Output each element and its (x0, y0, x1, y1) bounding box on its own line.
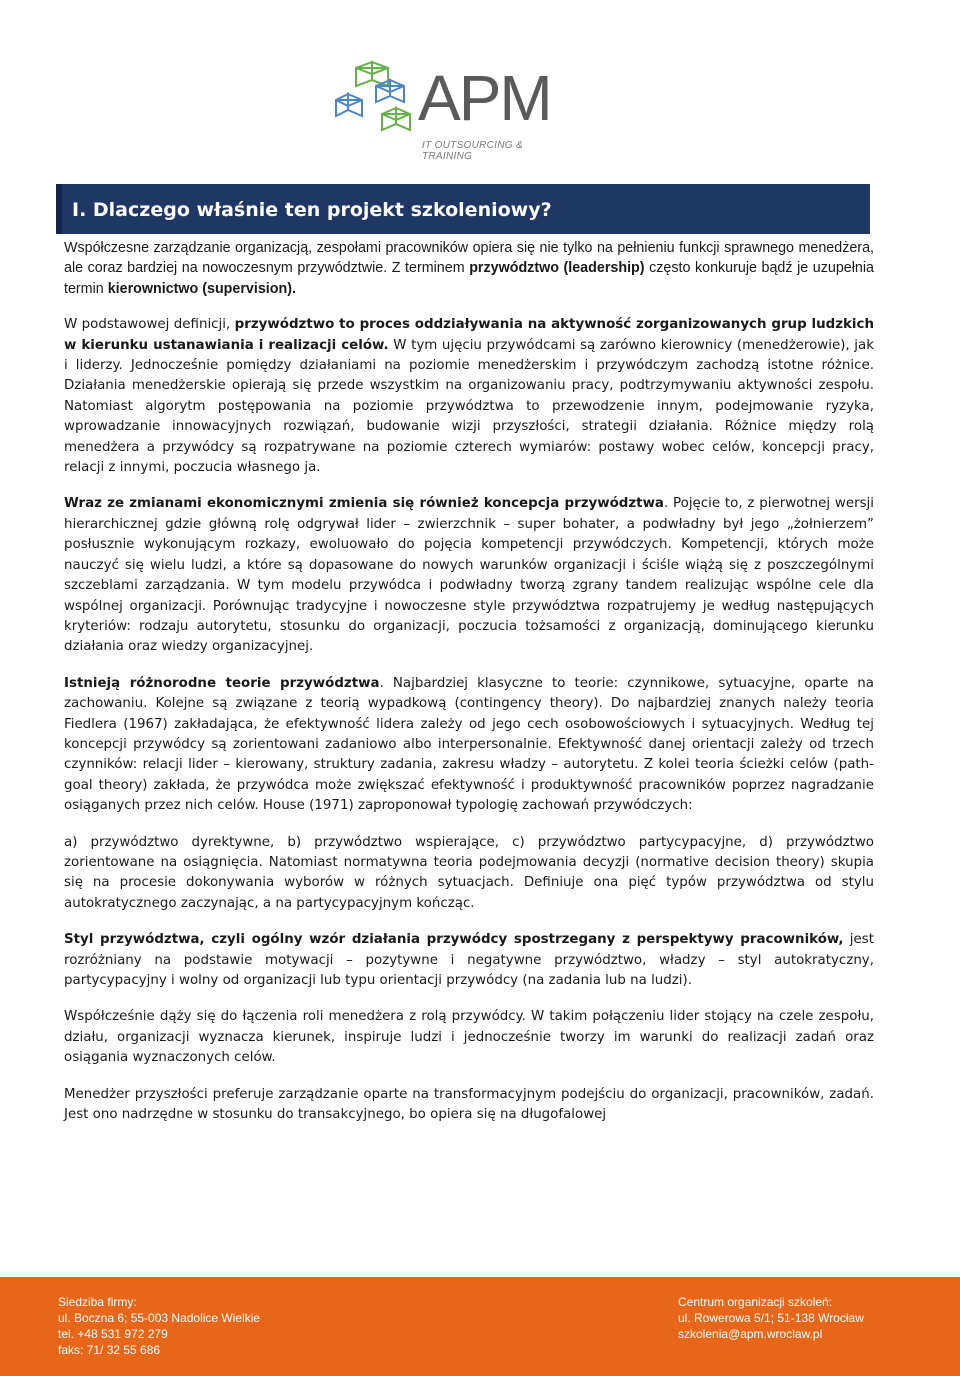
footer-hq-label: Siedziba firmy: (58, 1295, 137, 1309)
text-run: często konkuruje bądź je uzupełnia termin (64, 260, 874, 297)
text-run: Menedżer przyszłości preferuje zarządzanie oparte na transformacyjnym podejściu do organizacji, pracowników, zadań. Jest ono nadrzędne w stosunku do transakcyjnego, bo opiera się na długofalowej (64, 1086, 874, 1123)
text-run: Współczesne zarządzanie organizacją, zespołami pracowników opiera się nie tylko na pełnieniu funkcji sprawnego menedżera, ale coraz bardziej na nowoczesnym przywództwie. Z terminem (64, 240, 874, 277)
logo-subtitle: IT OUTSOURCING & TRAINING (422, 140, 523, 162)
paragraph-5 (64, 833, 874, 915)
bold-text-run: Istnieją różnorodne teorie przywództwa (64, 675, 380, 691)
document-body (64, 238, 874, 1141)
section-heading-bar (56, 184, 870, 234)
logo-title: APM (418, 62, 551, 134)
footer-training-center (678, 1294, 864, 1342)
bold-text-run: przywództwo to proces oddziaływania na aktywność zorganizowanych grup ludzkich w kierunku ustanawiania i realizacji celów. (64, 317, 874, 353)
text-run: Współcześnie dąży się do łączenia roli menedżera z rolą przywódcy. W takim połączeniu lider stojący na czele zespołu, działu, organizacji wyznacza kierunek, inspiruje ludzi i jednocześnie tworzy im warunki do realizacji zadań oraz osiągania wyznaczonych celów. (64, 1009, 874, 1066)
footer-tc-address: ul. Rowerowa 5/1; 51-138 Wrocław (678, 1311, 864, 1325)
footer-tc-label: Centrum organizacji szkoleń: (678, 1295, 833, 1309)
cubes-logo-icon (334, 58, 420, 164)
text-run: . Najbardziej klasyczne to teorie: czynnikowe, sytuacyjne, oparte na zachowaniu. Kolejne są związane z teorią wypadkową (contingency theory). Do najbardziej znanych należy teoria Fiedlera (1967) zakładająca, że efektywność lidera zależy od jego cech osobowościowych i sytuacyjnych. Według tej koncepcji przywódcy są zorientowani zadaniowo albo interpersonalnie. Efektywność danej orientacji zależy od trzech czynników: relacji lider – kierowany, struktury zadania, zakresu władzy – autorytetu. Z kolei teoria ścieżki celów (path-goal theory) zakłada, że przywódca może zwiększać efektywność i produktywność pracowników poprzez nagradzanie osiąganych przez nich celów. House (1971) zaproponował typologię zachowań przywódczych: (64, 675, 875, 814)
page-footer (0, 1277, 960, 1376)
paragraph-4 (64, 674, 874, 817)
paragraph-1 (64, 238, 874, 299)
text-run: W podstawowej definicji, (64, 317, 235, 333)
footer-hq-fax: faks: 71/ 32 55 686 (58, 1343, 161, 1357)
paragraph-3 (64, 494, 874, 657)
footer-hq-address: ul. Boczna 6; 55-003 Nadolice Wielkie (58, 1311, 261, 1325)
paragraph-8 (64, 1085, 874, 1126)
apm-logo (334, 58, 570, 164)
bold-text-run: kierownictwo (supervision). (107, 280, 296, 297)
footer-hq-phone: tel. +48 531 972 279 (58, 1327, 168, 1341)
bold-text-run: przywództwo (leadership) (469, 260, 645, 277)
section-heading: I. Dlaczego właśnie ten projekt szkoleniowy? (72, 199, 552, 221)
paragraph-7 (64, 1007, 874, 1068)
text-run: a) przywództwo dyrektywne, b) przywództwo wspierające, c) przywództwo partycypacyjne, d) przywództwo zorientowane na osiągnięcia. Natomiast normatywna teoria podejmowania decyzji (normative decision theory) skupia się na procesie dokonywania wyborów w różnych sytuacjach. Definiuje ona pięć typów przywództwa od stylu autokratycznego zaczynając, a na partycypacyjnym kończąc. (64, 834, 874, 911)
text-run: . Pojęcie to, z pierwotnej wersji hierarchicznej gdzie główną rolę odgrywał lider – zwierzchnik – super bohater, a podwładny był jego „żołnierzem” posłusznie wykonującym rozkazy, ewoluowało do pojęcia kompetencji przywódczych. Kompetencji, których może nauczyć się wielu ludzi, a które są dopasowane do nowych warunków organizacji i ściśle wiążą się z poszczególnymi szczeblami zarządzania. W tym modelu przywódca i podwładny tworzą zgrany tandem realizując wspólne cele dla wspólnej organizacji. Porównując tradycyjne i nowoczesne style przywództwa rozpatrujemy je według następujących kryteriów: rodzaju autorytetu, stosunku do organizacji, poczucia tożsamości z organizacją, dominującego kierunku działania oraz wiedzy organizacyjnej. (64, 496, 874, 655)
bold-text-run: Styl przywództwa, czyli ogólny wzór działania przywódcy spostrzegany z perspektywy pracowników, (64, 932, 844, 948)
paragraph-6 (64, 930, 874, 991)
footer-tc-email[interactable]: szkolenia@apm.wroclaw.pl (678, 1327, 823, 1341)
bold-text-run: Wraz ze zmianami ekonomicznymi zmienia się również koncepcja przywództwa (64, 496, 664, 512)
paragraph-2 (64, 315, 874, 478)
footer-headquarters (58, 1294, 260, 1358)
text-run: W tym ujęciu przywódcami są zarówno kierownicy (menedżerowie), jak i liderzy. Jednocześnie pomiędzy działaniami na poziomie menedżerskim i przywódczym zachodzą istotne różnice. Działania menedżerskie opierają się przede wszystkim na organizowaniu pracy, podtrzymywaniu aktywności zespołu. Natomiast algorytm postępowania na poziomie przywództwa to przewodzenie innym, podejmowanie ryzyka, wprowadzanie innowacyjnych rozwiązań, budowanie wizji przyszłości, strategii działania. Różnice między rolą menedżera a przywódcy są rozpatrywane na poziomie czterech wymiarów: postawy wobec celów, koncepcji pracy, relacji z innymi, poczucia własnego ja. (64, 337, 874, 476)
text-run: jest rozróżniany na podstawie motywacji – pozytywne i negatywne przywództwo, władzy – styl autokratyczny, partycypacyjny i wolny od organizacji lub typu orientacji przywódcy (na zadania lub na ludzi). (64, 932, 874, 988)
